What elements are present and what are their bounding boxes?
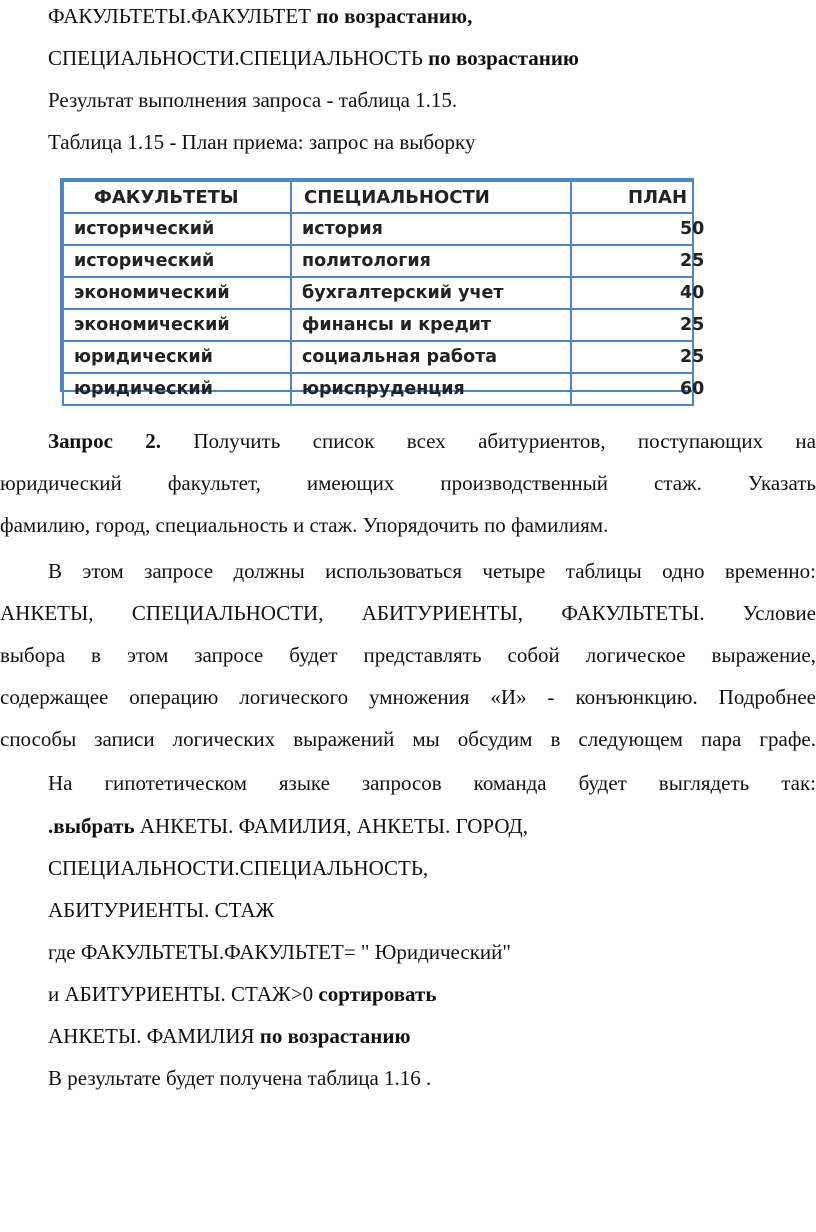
- plain-text: и АБИТУРИЕНТЫ. СТАЖ>0: [48, 982, 319, 1006]
- paragraph-line: юридический факультет, имеющих производственный стаж. Указать: [0, 471, 816, 495]
- cell-faculty: юридический: [63, 341, 291, 373]
- plain-text: АНКЕТЫ. ФАМИЛИЯ, АНКЕТЫ. ГОРОД,: [134, 814, 529, 838]
- code-line: [48, 982, 436, 1006]
- column-header-specialties: СПЕЦИАЛЬНОСТИ: [291, 181, 571, 213]
- code-line: [48, 814, 528, 838]
- cell-faculty: исторический: [63, 245, 291, 277]
- table-row: [63, 277, 693, 309]
- paragraph-line: В этом запросе должны использоваться четыре таблицы одно временно:: [48, 559, 816, 583]
- code-line: [48, 1024, 411, 1048]
- cell-plan: 25: [571, 341, 693, 373]
- code-line: АБИТУРИЕНТЫ. СТАЖ: [48, 898, 275, 922]
- cell-specialty: финансы и кредит: [291, 309, 571, 341]
- paragraph-line: АНКЕТЫ, СПЕЦИАЛЬНОСТИ, АБИТУРИЕНТЫ, ФАКУЛЬТЕТЫ. Условие: [0, 601, 816, 625]
- cell-plan: 25: [571, 245, 693, 277]
- paragraph-line: фамилию, город, специальность и стаж. Упорядочить по фамилиям.: [0, 513, 609, 537]
- paragraph-text: Получить список всех абитуриентов, поступающих на: [161, 429, 816, 453]
- cell-specialty: политология: [291, 245, 571, 277]
- plain-text: ФАКУЛЬТЕТЫ.ФАКУЛЬТЕТ: [48, 4, 317, 28]
- cell-specialty: юриспруденция: [291, 373, 571, 405]
- bold-keyword: по возрастанию: [259, 1024, 411, 1048]
- query-label: Запрос 2.: [48, 429, 162, 453]
- column-header-faculties: ФАКУЛЬТЕТЫ: [63, 181, 291, 213]
- paragraph-line: На гипотетическом языке запросов команда будет выглядеть так:: [48, 771, 816, 795]
- query-text-line: [48, 4, 472, 28]
- query2-paragraph: [0, 420, 816, 546]
- bold-keyword: сортировать: [318, 982, 437, 1006]
- bold-keyword: по возрастанию,: [316, 4, 473, 28]
- table-row: [63, 245, 693, 277]
- cell-plan: 40: [571, 277, 693, 309]
- table-header-row: [63, 181, 693, 213]
- table-row: [63, 341, 693, 373]
- cell-plan: 25: [571, 309, 693, 341]
- language-paragraph: [0, 762, 816, 804]
- cell-faculty: исторический: [63, 213, 291, 245]
- query-text-line: [48, 46, 579, 70]
- table-row: [63, 309, 693, 341]
- cell-plan: 50: [571, 213, 693, 245]
- tables-paragraph: [0, 550, 816, 760]
- paragraph-line: [0, 420, 816, 462]
- bold-keyword: по возрастанию: [428, 46, 579, 70]
- table-title: Таблица 1.15 - План приема: запрос на выборку: [48, 130, 476, 154]
- bold-keyword: .выбрать: [48, 814, 135, 838]
- cell-specialty: бухгалтерский учет: [291, 277, 571, 309]
- table-row: [63, 213, 693, 245]
- cell-faculty: юридический: [63, 373, 291, 405]
- code-line: СПЕЦИАЛЬНОСТИ.СПЕЦИАЛЬНОСТЬ,: [48, 856, 429, 880]
- plan-table: [62, 180, 705, 406]
- paragraph-line: содержащее операцию логического умножения «И» - конъюнкцию. Подробнее: [0, 685, 816, 709]
- cell-faculty: экономический: [63, 277, 291, 309]
- plain-text: АНКЕТЫ. ФАМИЛИЯ: [48, 1024, 260, 1048]
- column-header-plan: ПЛАН: [571, 181, 693, 213]
- cell-specialty: история: [291, 213, 571, 245]
- paragraph-line: выбора в этом запросе будет представлять собой логическое выражение,: [0, 643, 816, 667]
- plain-text: СПЕЦИАЛЬНОСТИ.СПЕЦИАЛЬНОСТЬ: [48, 46, 429, 70]
- result-caption: Результат выполнения запроса - таблица 1.15.: [48, 88, 458, 112]
- cell-plan: 60: [571, 373, 693, 405]
- plan-table-frame: [60, 178, 705, 399]
- cell-specialty: социальная работа: [291, 341, 571, 373]
- cell-faculty: экономический: [63, 309, 291, 341]
- result-line: В результате будет получена таблица 1.16 .: [48, 1066, 432, 1090]
- code-line: где ФАКУЛЬТЕТЫ.ФАКУЛЬТЕТ= " Юридический": [48, 940, 511, 964]
- paragraph-line: способы записи логических выражений мы обсудим в следующем пара графе.: [0, 727, 816, 751]
- table-row: [63, 373, 693, 405]
